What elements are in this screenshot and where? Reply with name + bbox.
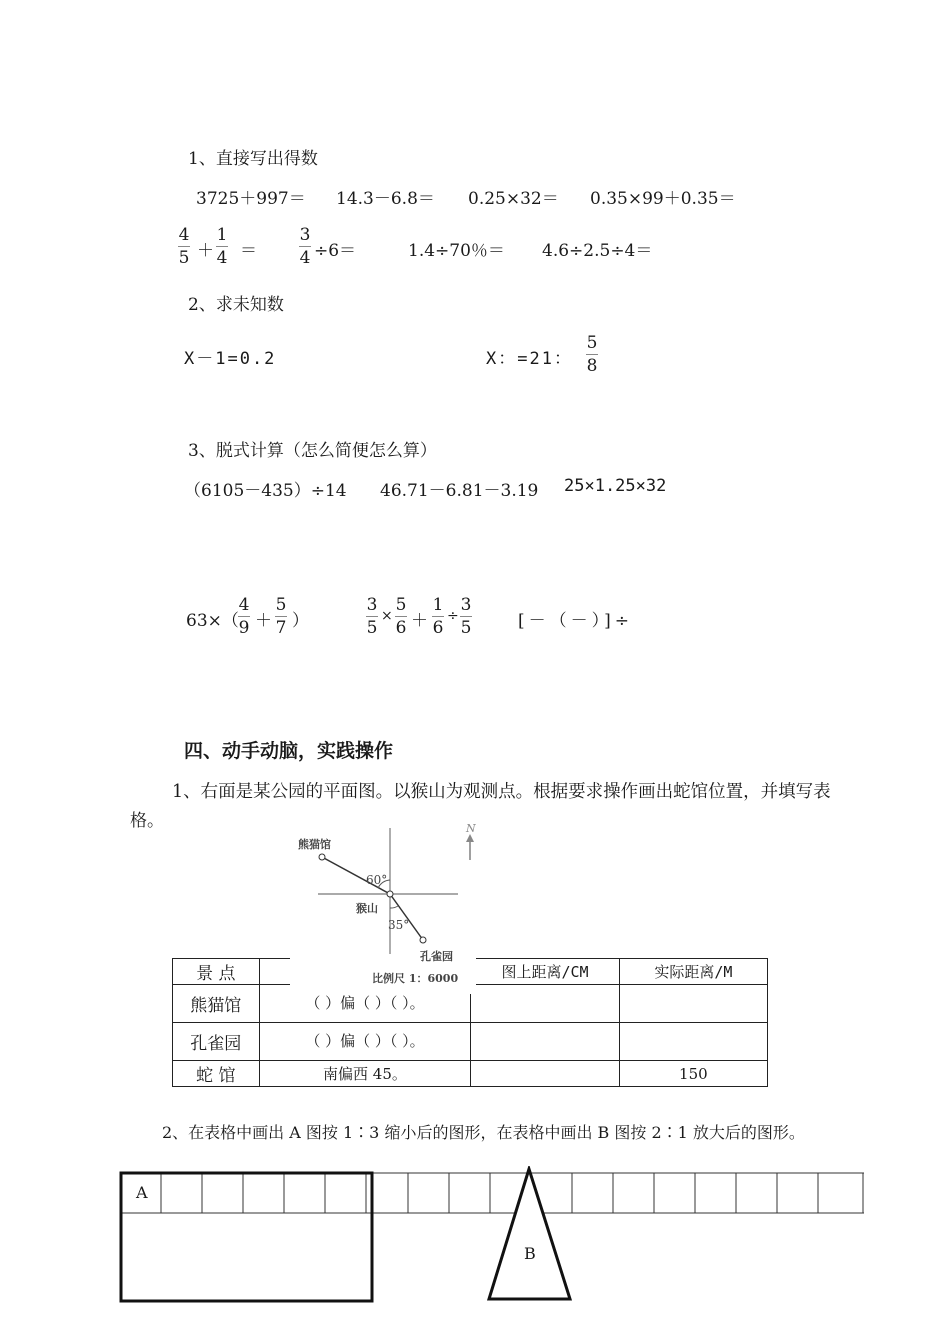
part4-heading: 四、动手动脑，实践操作 [184,740,394,762]
fraction-5-7: 5 7 [275,595,287,638]
calc-6: [－（－）]÷ [518,611,634,631]
table-header-cell: 实际距离/M [619,959,767,985]
map-label-kongque: 孔雀园 [420,950,453,963]
table-cell-name: 熊猫馆 [173,985,260,1023]
calc-1: （6105－435）÷14 [184,481,347,501]
equals-sign: ＝ [240,241,257,261]
expr-1-3: 0.25×32＝ [468,189,559,209]
table-cell-direction: （ ）偏（ ）（ ）。 [259,1023,471,1061]
equation-1: X－1=0.2 [184,349,277,369]
angle-35-label: 35° [388,918,410,932]
fraction-3-4: 3 4 [299,225,311,268]
map-label-houshan: 猴山 [356,902,378,915]
north-label: N [466,822,476,835]
q1-line2: 格。 [130,811,164,831]
section1-title: 1、直接写出得数 [188,149,318,169]
q2-text: 2、在表格中画出 A 图按 1∶3 缩小后的图形，在表格中画出 B 图按 2∶1 放大后的图形。 [162,1123,805,1142]
section3-title: 3、脱式计算（怎么简便怎么算） [188,441,437,461]
expr-1-1: 3725＋997＝ [196,189,306,209]
table-cell-real-dist[interactable]: 150 [619,1061,767,1087]
label-a: A [136,1183,148,1202]
expr-2-4: 4.6÷2.5÷4＝ [542,241,653,261]
map-label-xiongmao: 熊猫馆 [298,838,331,851]
fraction-1-6: 1 6 [432,595,444,638]
fraction-5-6: 5 6 [395,595,407,638]
drawing-grid [118,1166,868,1306]
plus-sign-2: ＋ [411,611,428,631]
table-header-cell: 景 点 [173,959,260,985]
park-map [290,822,476,994]
plus-sign: ＋ [197,241,214,261]
fraction-4-9: 4 9 [238,595,250,638]
map-scale-label: 比例尺 1：6000 [372,972,459,985]
fraction-4-5: 4 5 [178,225,190,268]
calc-4-prefix: 63×（ [186,611,239,631]
label-b: B [524,1244,536,1263]
expr-1-2: 14.3－6.8＝ [336,189,435,209]
q1-line1: 1、右面是某公园的平面图。以猴山为观测点。根据要求操作画出蛇馆位置，并填写表 [172,782,831,802]
table-cell-map-dist[interactable] [471,985,619,1023]
divide-sign: ÷ [447,608,459,624]
table-cell-real-dist[interactable] [619,1023,767,1061]
fraction-1-4: 1 4 [216,225,228,268]
calc-4-plus: ＋ [255,611,272,631]
table-cell-real-dist[interactable] [619,985,767,1023]
table-row [173,1023,768,1061]
angle-60-label: 60° [366,873,388,887]
expr-1-4: 0.35×99＋0.35＝ [590,189,736,209]
table-row [173,1061,768,1087]
table-header-cell: 图上距离/CM [471,959,619,985]
table-cell-direction: 南偏西 45。 [259,1061,471,1087]
shape-b-triangle [489,1169,570,1299]
equation-2: X：=21： [486,349,573,369]
calc-2: 46.71－6.81－3.19 [380,481,539,501]
table-cell-map-dist[interactable] [471,1061,619,1087]
table-cell-name: 蛇 馆 [173,1061,260,1087]
calc-3: 25×1.25×32 [564,476,667,496]
expr-2-1-tail: ÷6＝ [314,241,357,261]
times-sign: × [381,608,393,624]
table-cell-direction: （ ）偏（ ）（ ）。 [259,985,471,1023]
expr-2-3: 1.4÷70％＝ [408,241,505,261]
fraction-3-5-a: 3 5 [366,595,378,638]
shape-a-rectangle [121,1173,372,1301]
table-cell-name: 孔雀园 [173,1023,260,1061]
calc-4-suffix: ） [292,611,309,631]
fraction-3-5-b: 3 5 [460,595,472,638]
table-cell-map-dist[interactable] [471,1023,619,1061]
section2-title: 2、求未知数 [188,295,284,315]
fraction-5-8: 5 8 [586,333,598,376]
